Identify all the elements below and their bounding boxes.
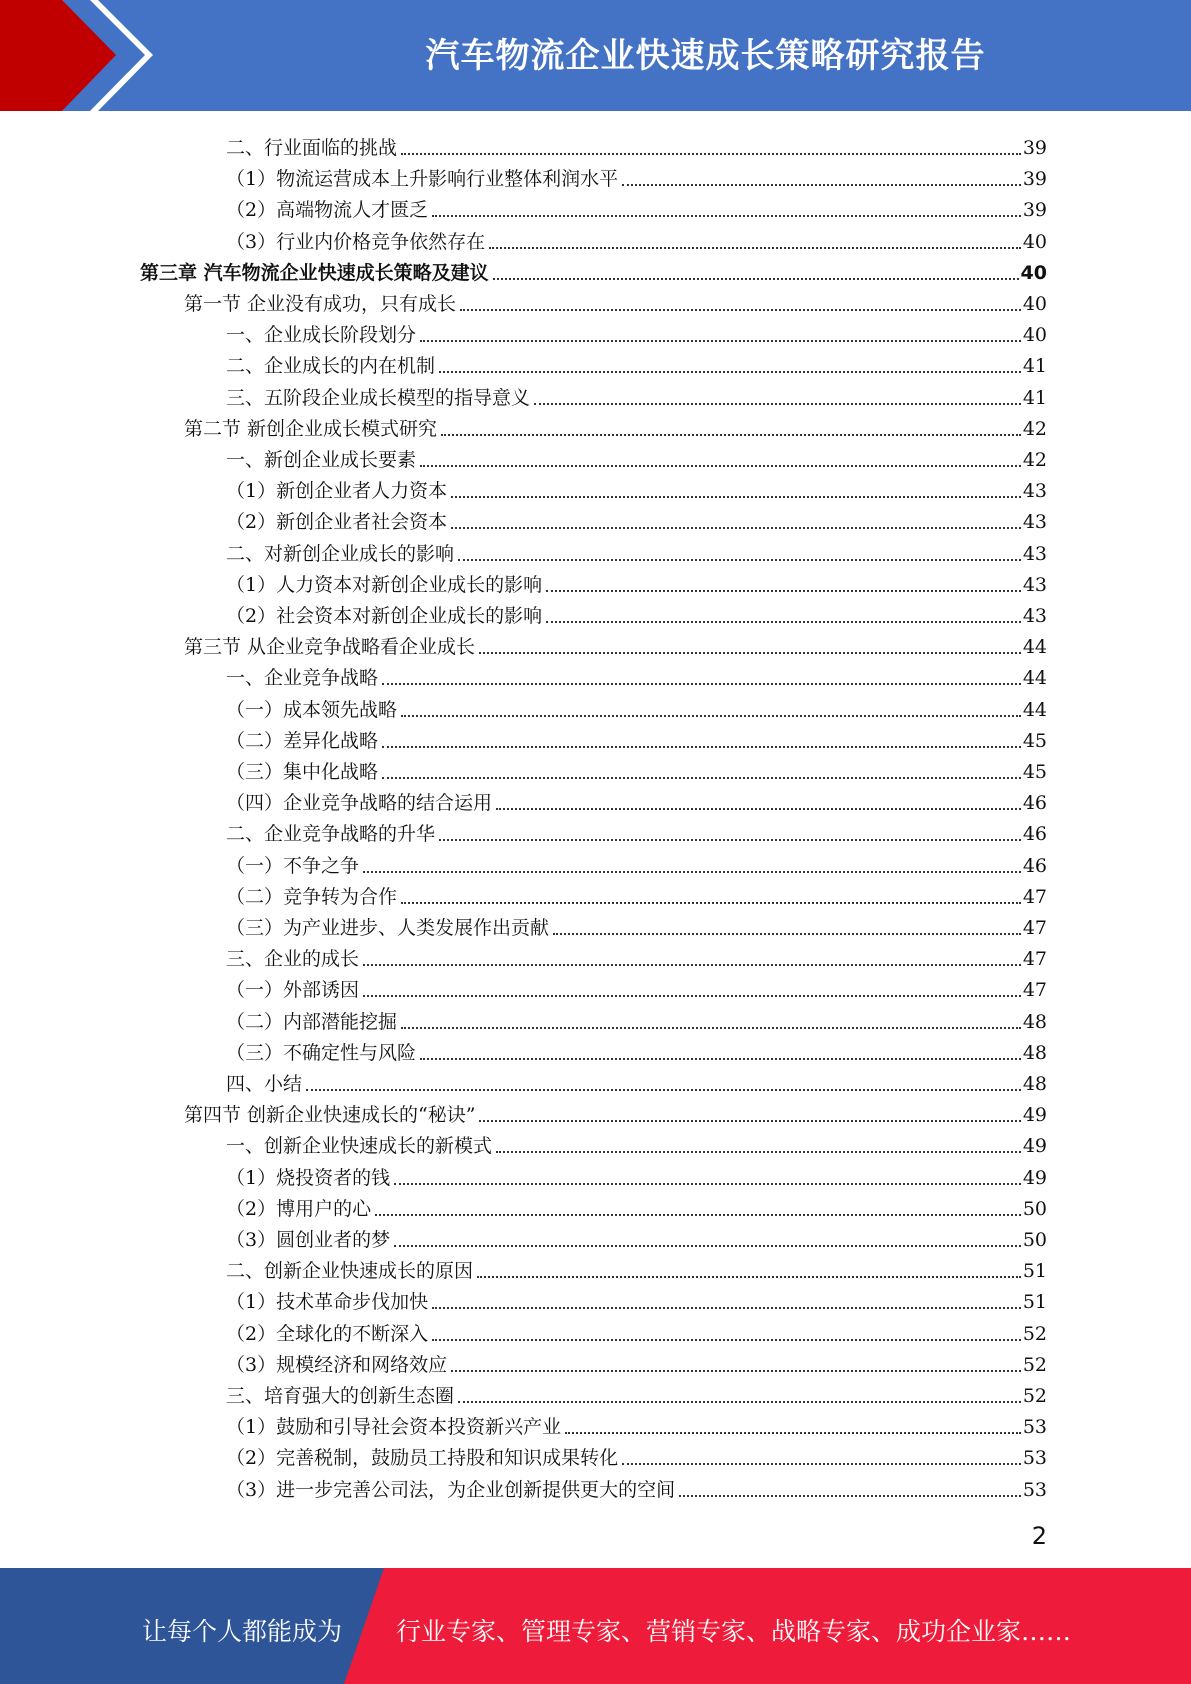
- toc-entry[interactable]: [226, 190, 1047, 221]
- toc-entry-title: （2）社会资本对新创企业成长的影响: [226, 605, 543, 627]
- toc-entry-page: 43: [1022, 542, 1047, 565]
- toc-entry[interactable]: [226, 814, 1047, 845]
- toc-entry-title: （1）人力资本对新创企业成长的影响: [226, 573, 543, 596]
- toc-entry-title: （三）不确定性与风险: [226, 1041, 417, 1064]
- toc-dot-leader: [363, 995, 1021, 997]
- toc-entry-page: 50: [1022, 1229, 1047, 1251]
- toc-entry[interactable]: [226, 1126, 1047, 1157]
- toc-dot-leader: [401, 715, 1021, 717]
- toc-dot-leader: [363, 964, 1021, 966]
- toc-entry-page: 46: [1022, 854, 1047, 877]
- toc-entry[interactable]: [226, 877, 1047, 908]
- toc-entry-title: 二、行业面临的挑战: [226, 137, 398, 159]
- toc-entry-title: （二）内部潜能挖掘: [226, 1010, 398, 1033]
- toc-entry-title: （3）行业内价格竞争依然存在: [226, 230, 486, 253]
- toc-entry-title: （三）为产业进步、人类发展作出贡献: [226, 917, 550, 939]
- toc-dot-leader: [489, 247, 1021, 249]
- toc-entry-page: 43: [1022, 511, 1047, 534]
- toc-entry[interactable]: [184, 284, 1047, 315]
- toc-entry-page: 49: [1022, 1135, 1047, 1158]
- toc-dot-leader: [546, 621, 1021, 623]
- toc-entry-title: （2）完善税制，鼓励员工持股和知识成果转化: [226, 1447, 619, 1470]
- toc-entry-title: 二、对新创企业成长的影响: [226, 542, 455, 565]
- toc-entry[interactable]: [226, 222, 1047, 253]
- toc-entry-title: 三、培育强大的创新生态圈: [226, 1385, 455, 1407]
- toc-dot-leader: [460, 309, 1021, 311]
- toc-entry-title: 第四节 创新企业快速成长的“秘诀”: [184, 1104, 476, 1127]
- toc-entry-title: （2）新创企业者社会资本: [226, 511, 448, 534]
- toc-entry-title: （二）差异化战略: [226, 729, 379, 752]
- toc-entry[interactable]: [226, 1376, 1047, 1407]
- toc-entry-title: 第二节 新创企业成长模式研究: [184, 417, 438, 440]
- toc-entry-title: （一）不争之争: [226, 854, 360, 877]
- toc-entry[interactable]: [226, 1251, 1047, 1282]
- toc-dot-leader: [493, 278, 1019, 280]
- toc-entry-title: （1）鼓励和引导社会资本投资新兴产业: [226, 1416, 562, 1439]
- toc-entry-title: （3）规模经济和网络效应: [226, 1353, 448, 1376]
- toc-entry[interactable]: [226, 378, 1047, 409]
- toc-entry[interactable]: [226, 128, 1047, 159]
- toc-entry-page: 52: [1022, 1353, 1047, 1376]
- toc-entry[interactable]: [226, 1345, 1047, 1376]
- toc-entry-page: 50: [1022, 1197, 1047, 1220]
- toc-entry[interactable]: [226, 721, 1047, 752]
- toc-dot-leader: [479, 652, 1021, 654]
- toc-dot-leader: [553, 933, 1021, 935]
- toc-entry-page: 40: [1022, 230, 1047, 253]
- toc-entry[interactable]: [226, 1220, 1047, 1251]
- toc-dot-leader: [451, 496, 1021, 498]
- toc-entry-page: 52: [1022, 1385, 1047, 1407]
- toc-entry-page: 51: [1022, 1260, 1047, 1283]
- toc-entry-page: 39: [1022, 168, 1047, 191]
- toc-entry[interactable]: [226, 346, 1047, 377]
- toc-entry[interactable]: [226, 440, 1047, 471]
- toc-entry-title: 二、企业竞争战略的升华: [226, 823, 436, 846]
- toc-dot-leader: [432, 215, 1021, 217]
- toc-entry-page: 39: [1022, 137, 1047, 159]
- toc-entry-page: 45: [1022, 761, 1047, 783]
- toc-dot-leader: [496, 1151, 1021, 1153]
- toc-entry[interactable]: [226, 783, 1047, 814]
- toc-entry[interactable]: [226, 846, 1047, 877]
- toc-entry-title: 三、五阶段企业成长模型的指导意义: [226, 386, 531, 409]
- toc-entry-page: 47: [1022, 948, 1047, 971]
- toc-entry-page: 42: [1022, 417, 1047, 440]
- toc-entry-page: 40: [1022, 324, 1047, 347]
- toc-entry[interactable]: [184, 627, 1047, 658]
- toc-entry[interactable]: [226, 1064, 1047, 1095]
- toc-entry[interactable]: [226, 970, 1047, 1001]
- toc-entry[interactable]: [226, 471, 1047, 502]
- toc-entry-title: （2）全球化的不断深入: [226, 1322, 429, 1345]
- toc-entry-title: （四）企业竞争战略的结合运用: [226, 792, 493, 815]
- toc-entry-page: 42: [1022, 449, 1047, 471]
- toc-entry[interactable]: [226, 596, 1047, 627]
- page-header: [0, 0, 1191, 111]
- toc-entry[interactable]: [226, 752, 1047, 783]
- toc-entry[interactable]: [226, 1158, 1047, 1189]
- toc-entry-title: 第三节 从企业竞争战略看企业成长: [184, 636, 476, 659]
- toc-dot-leader: [451, 1370, 1021, 1372]
- toc-entry[interactable]: [226, 939, 1047, 970]
- toc-entry-page: 49: [1022, 1166, 1047, 1189]
- toc-dot-leader: [546, 590, 1021, 592]
- toc-entry[interactable]: [226, 1314, 1047, 1345]
- toc-entry-title: 第一节 企业没有成功，只有成长: [184, 293, 457, 315]
- toc-dot-leader: [382, 777, 1021, 779]
- toc-entry-page: 43: [1022, 480, 1047, 503]
- toc-dot-leader: [382, 746, 1021, 748]
- toc-entry[interactable]: [226, 315, 1047, 346]
- toc-entry-page: 52: [1022, 1322, 1047, 1345]
- toc-entry-title: 二、企业成长的内在机制: [226, 355, 436, 378]
- toc-dot-leader: [432, 1307, 1021, 1309]
- toc-entry-title: （2）高端物流人才匮乏: [226, 199, 429, 222]
- toc-entry-page: 46: [1022, 792, 1047, 815]
- toc-entry-page: 49: [1022, 1104, 1047, 1127]
- toc-entry-title: 一、新创企业成长要素: [226, 449, 417, 471]
- toc-entry[interactable]: [226, 1033, 1047, 1064]
- toc-entry-page: 53: [1022, 1478, 1047, 1501]
- toc-entry-title: （2）博用户的心: [226, 1197, 372, 1220]
- toc-entry[interactable]: [226, 1282, 1047, 1313]
- toc-entry[interactable]: [226, 908, 1047, 939]
- toc-dot-leader: [401, 1027, 1021, 1029]
- toc-dot-leader: [306, 1089, 1021, 1091]
- footer-slogan-right: 行业专家、管理专家、营销专家、战略专家、成功企业家……: [396, 1617, 1072, 1646]
- toc-entry-page: 39: [1022, 199, 1047, 222]
- toc-entry-page: 53: [1022, 1416, 1047, 1439]
- toc-entry-page: 46: [1022, 823, 1047, 846]
- toc-dot-leader: [451, 527, 1021, 529]
- toc-entry-title: （一）外部诱因: [226, 979, 360, 1002]
- toc-dot-leader: [496, 808, 1021, 810]
- toc-entry[interactable]: [226, 1470, 1047, 1501]
- toc-entry-page: 48: [1022, 1073, 1047, 1095]
- toc-entry[interactable]: [226, 534, 1047, 565]
- toc-entry-title: （1）物流运营成本上升影响行业整体利润水平: [226, 168, 619, 191]
- toc-entry[interactable]: [226, 1002, 1047, 1033]
- toc-entry-page: 40: [1022, 293, 1047, 315]
- toc-entry[interactable]: [226, 658, 1047, 689]
- toc-entry-page: 47: [1022, 885, 1047, 908]
- toc-entry-title: （三）集中化战略: [226, 761, 379, 783]
- toc-entry[interactable]: [184, 1095, 1047, 1126]
- toc-entry-title: 第三章 汽车物流企业快速成长策略及建议: [140, 261, 489, 284]
- toc-dot-leader: [420, 340, 1021, 342]
- toc-dot-leader: [420, 465, 1021, 467]
- toc-dot-leader: [622, 184, 1021, 186]
- toc-entry[interactable]: [226, 1189, 1047, 1220]
- toc-entry-page: 53: [1022, 1447, 1047, 1470]
- toc-entry-page: 40: [1020, 261, 1047, 284]
- toc-entry[interactable]: [226, 159, 1047, 190]
- toc-dot-leader: [477, 1276, 1021, 1278]
- toc-dot-leader: [375, 1214, 1021, 1216]
- toc-entry-title: 三、企业的成长: [226, 948, 360, 971]
- toc-entry[interactable]: [226, 565, 1047, 596]
- toc-entry[interactable]: [226, 502, 1047, 533]
- toc-dot-leader: [534, 403, 1021, 405]
- toc-dot-leader: [394, 1245, 1021, 1247]
- toc-entry-page: 44: [1022, 667, 1047, 690]
- toc-dot-leader: [622, 1463, 1021, 1465]
- page-footer: [0, 1568, 1191, 1684]
- toc-entry-title: 一、企业成长阶段划分: [226, 324, 417, 347]
- toc-entry[interactable]: [140, 253, 1047, 284]
- toc-entry-title: （3）圆创业者的梦: [226, 1229, 391, 1251]
- toc-dot-leader: [439, 839, 1021, 841]
- toc-entry-page: 47: [1022, 979, 1047, 1002]
- toc-dot-leader: [441, 434, 1021, 436]
- toc-entry[interactable]: [184, 409, 1047, 440]
- toc-entry-page: 51: [1022, 1291, 1047, 1314]
- toc-entry-title: （3）进一步完善公司法，为企业创新提供更大的空间: [226, 1478, 676, 1501]
- toc-entry-page: 43: [1022, 605, 1047, 627]
- toc-entry-page: 44: [1022, 698, 1047, 721]
- toc-dot-leader: [479, 1120, 1020, 1122]
- toc-dot-leader: [394, 1183, 1021, 1185]
- toc-entry[interactable]: [226, 1438, 1047, 1469]
- toc-entry-title: 一、企业竞争战略: [226, 667, 379, 690]
- toc-entry-title: 四、小结: [226, 1073, 303, 1095]
- toc-dot-leader: [401, 153, 1021, 155]
- toc-entry[interactable]: [226, 1407, 1047, 1438]
- toc-dot-leader: [363, 871, 1021, 873]
- toc-entry[interactable]: [226, 690, 1047, 721]
- toc-dot-leader: [382, 683, 1021, 685]
- toc-entry-title: （一）成本领先战略: [226, 698, 398, 721]
- toc-entry-title: （1）烧投资者的钱: [226, 1166, 391, 1189]
- page-number: 2: [1031, 1522, 1047, 1550]
- footer-slogan-left: 让每个人都能成为: [142, 1617, 343, 1646]
- toc-entry-page: 43: [1022, 573, 1047, 596]
- toc-entry-page: 44: [1022, 636, 1047, 659]
- toc-dot-leader: [401, 902, 1021, 904]
- toc-dot-leader: [679, 1495, 1021, 1497]
- toc-dot-leader: [565, 1432, 1021, 1434]
- toc-entry-title: （1）新创企业者人力资本: [226, 480, 448, 503]
- toc-entry-title: 一、创新企业快速成长的新模式: [226, 1135, 493, 1158]
- toc-dot-leader: [432, 1339, 1021, 1341]
- toc-entry-title: （1）技术革命步伐加快: [226, 1291, 429, 1314]
- toc-entry-page: 47: [1022, 917, 1047, 939]
- toc-entry-title: （二）竞争转为合作: [226, 885, 398, 908]
- toc-dot-leader: [420, 1058, 1021, 1060]
- toc-dot-leader: [458, 1401, 1021, 1403]
- toc-entry-title: 二、创新企业快速成长的原因: [226, 1260, 474, 1283]
- toc-dot-leader: [458, 559, 1021, 561]
- toc-entry-page: 48: [1022, 1041, 1047, 1064]
- toc-dot-leader: [439, 371, 1021, 373]
- toc-entry-page: 41: [1022, 355, 1047, 378]
- toc-entry-page: 45: [1022, 729, 1047, 752]
- toc-entry-page: 48: [1022, 1010, 1047, 1033]
- toc-entry-page: 41: [1022, 386, 1047, 409]
- report-title: 汽车物流企业快速成长策略研究报告: [425, 36, 986, 76]
